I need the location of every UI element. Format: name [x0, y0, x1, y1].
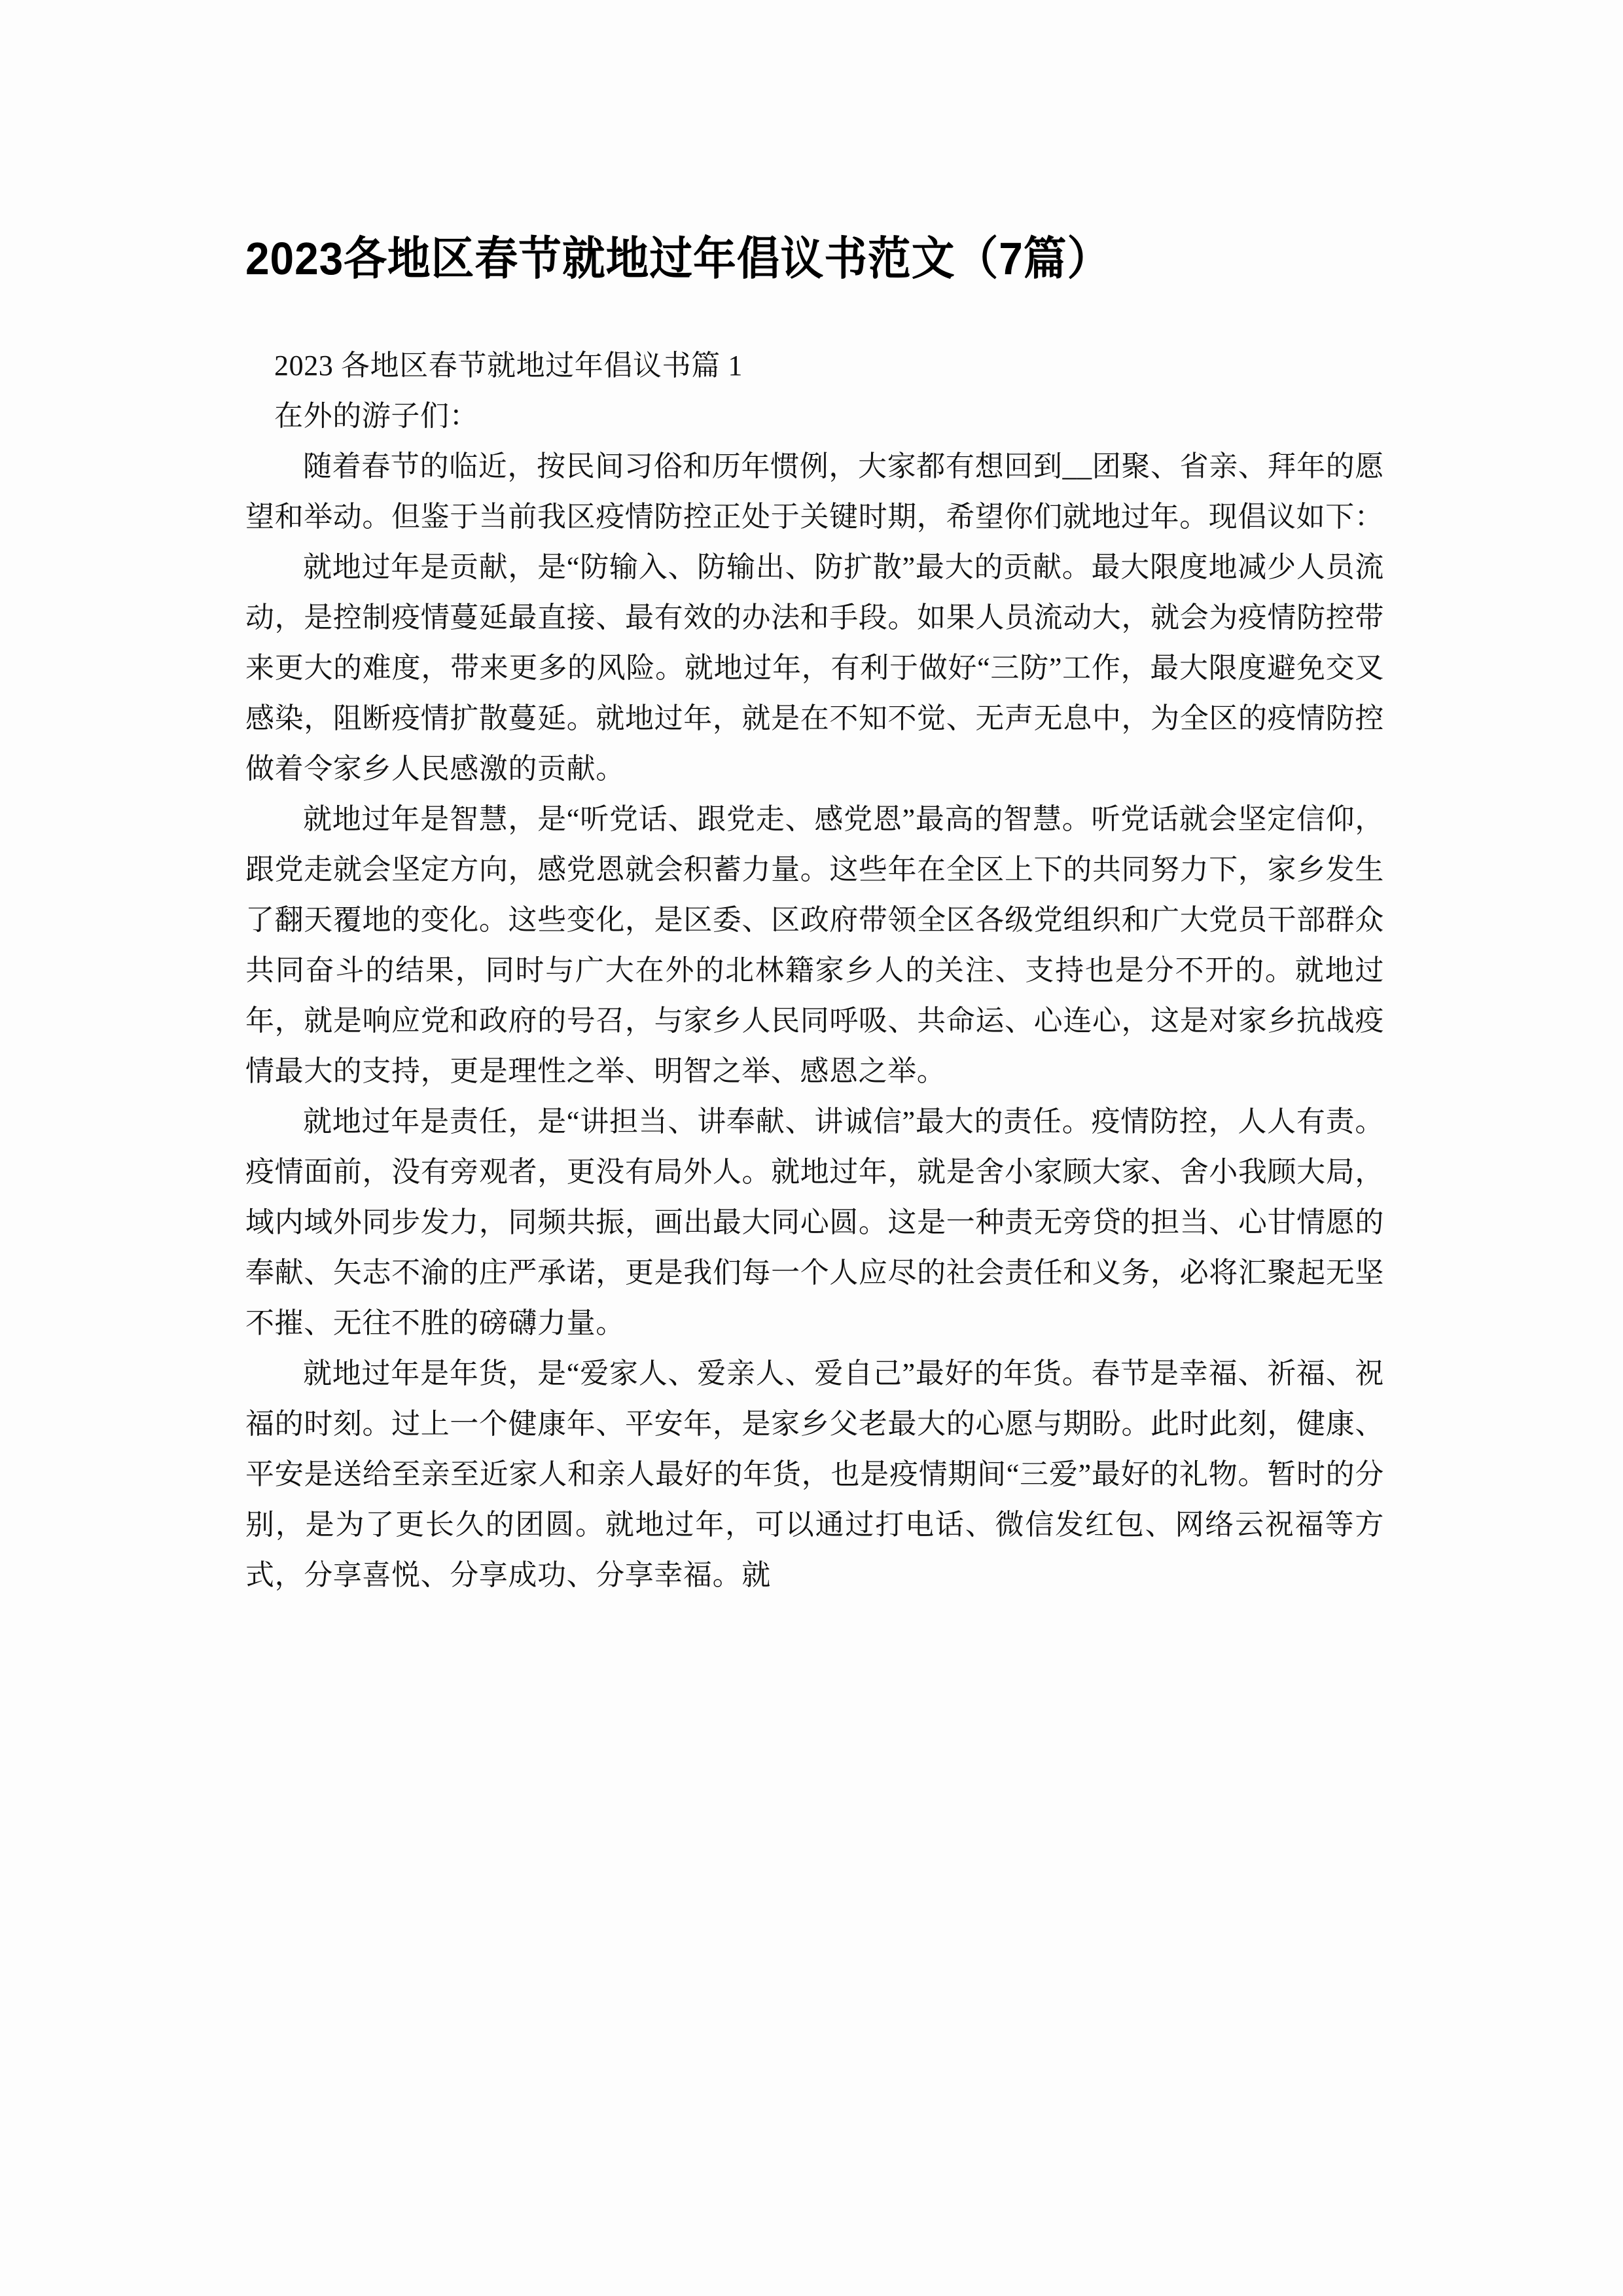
body-paragraph: 随着春节的临近，按民间习俗和历年惯例，大家都有想回到__团聚、省亲、拜年的愿望和举动。但鉴于当前我区疫情防控正处于关键时期，希望你们就地过年。现倡议如下：: [245, 450, 1384, 533]
section-label: 2023 各地区春节就地过年倡议书篇 1: [274, 350, 743, 382]
body-paragraph: 就地过年是贡献，是“防输入、防输出、防扩散”最大的贡献。最大限度地减少人员流动，是控制疫情蔓延最直接、最有效的办法和手段。如果人员流动大，就会为疫情防控带来更大的难度，带来更多的风险。就地过年，有利于做好“三防”工作，最大限度避免交叉感染，阻断疫情扩散蔓延。就地过年，就是在不知不觉、无声无息中，为全区的疫情防控做着令家乡人民感激的贡献。: [245, 551, 1384, 785]
document-body: [245, 340, 1384, 1600]
salutation: 在外的游子们：: [274, 400, 479, 432]
body-paragraph: 就地过年是年货，是“爱家人、爱亲人、爱自己”最好的年货。春节是幸福、祈福、祝福的时刻。过上一个健康年、平安年，是家乡父老最大的心愿与期盼。此时此刻，健康、平安是送给至亲至近家人和亲人最好的年货，也是疫情期间“三爱”最好的礼物。暂时的分别，是为了更长久的团圆。就地过年，可以通过打电话、微信发红包、网络云祝福等方式，分享喜悦、分享成功、分享幸福。就: [245, 1357, 1384, 1591]
body-paragraph: 就地过年是责任，是“讲担当、讲奉献、讲诚信”最大的责任。疫情防控，人人有责。疫情面前，没有旁观者，更没有局外人。就地过年，就是舍小家顾大家、舍小我顾大局，域内域外同步发力，同频共振，画出最大同心圆。这是一种责无旁贷的担当、心甘情愿的奉献、矢志不渝的庄严承诺，更是我们每一个人应尽的社会责任和义务，必将汇聚起无坚不摧、无往不胜的磅礴力量。: [245, 1105, 1384, 1339]
page-title: 2023各地区春节就地过年倡议书范文（7篇）: [245, 232, 1111, 284]
body-paragraph: 就地过年是智慧，是“听党话、跟党走、感党恩”最高的智慧。听党话就会坚定信仰，跟党走就会坚定方向，感党恩就会积蓄力量。这些年在全区上下的共同努力下，家乡发生了翻天覆地的变化。这些变化，是区委、区政府带领全区各级党组织和广大党员干部群众共同奋斗的结果，同时与广大在外的北林籍家乡人的关注、支持也是分不开的。就地过年，就是响应党和政府的号召，与家乡人民同呼吸、共命运、心连心，这是对家乡抗战疫情最大的支持，更是理性之举、明智之举、感恩之举。: [245, 803, 1384, 1087]
